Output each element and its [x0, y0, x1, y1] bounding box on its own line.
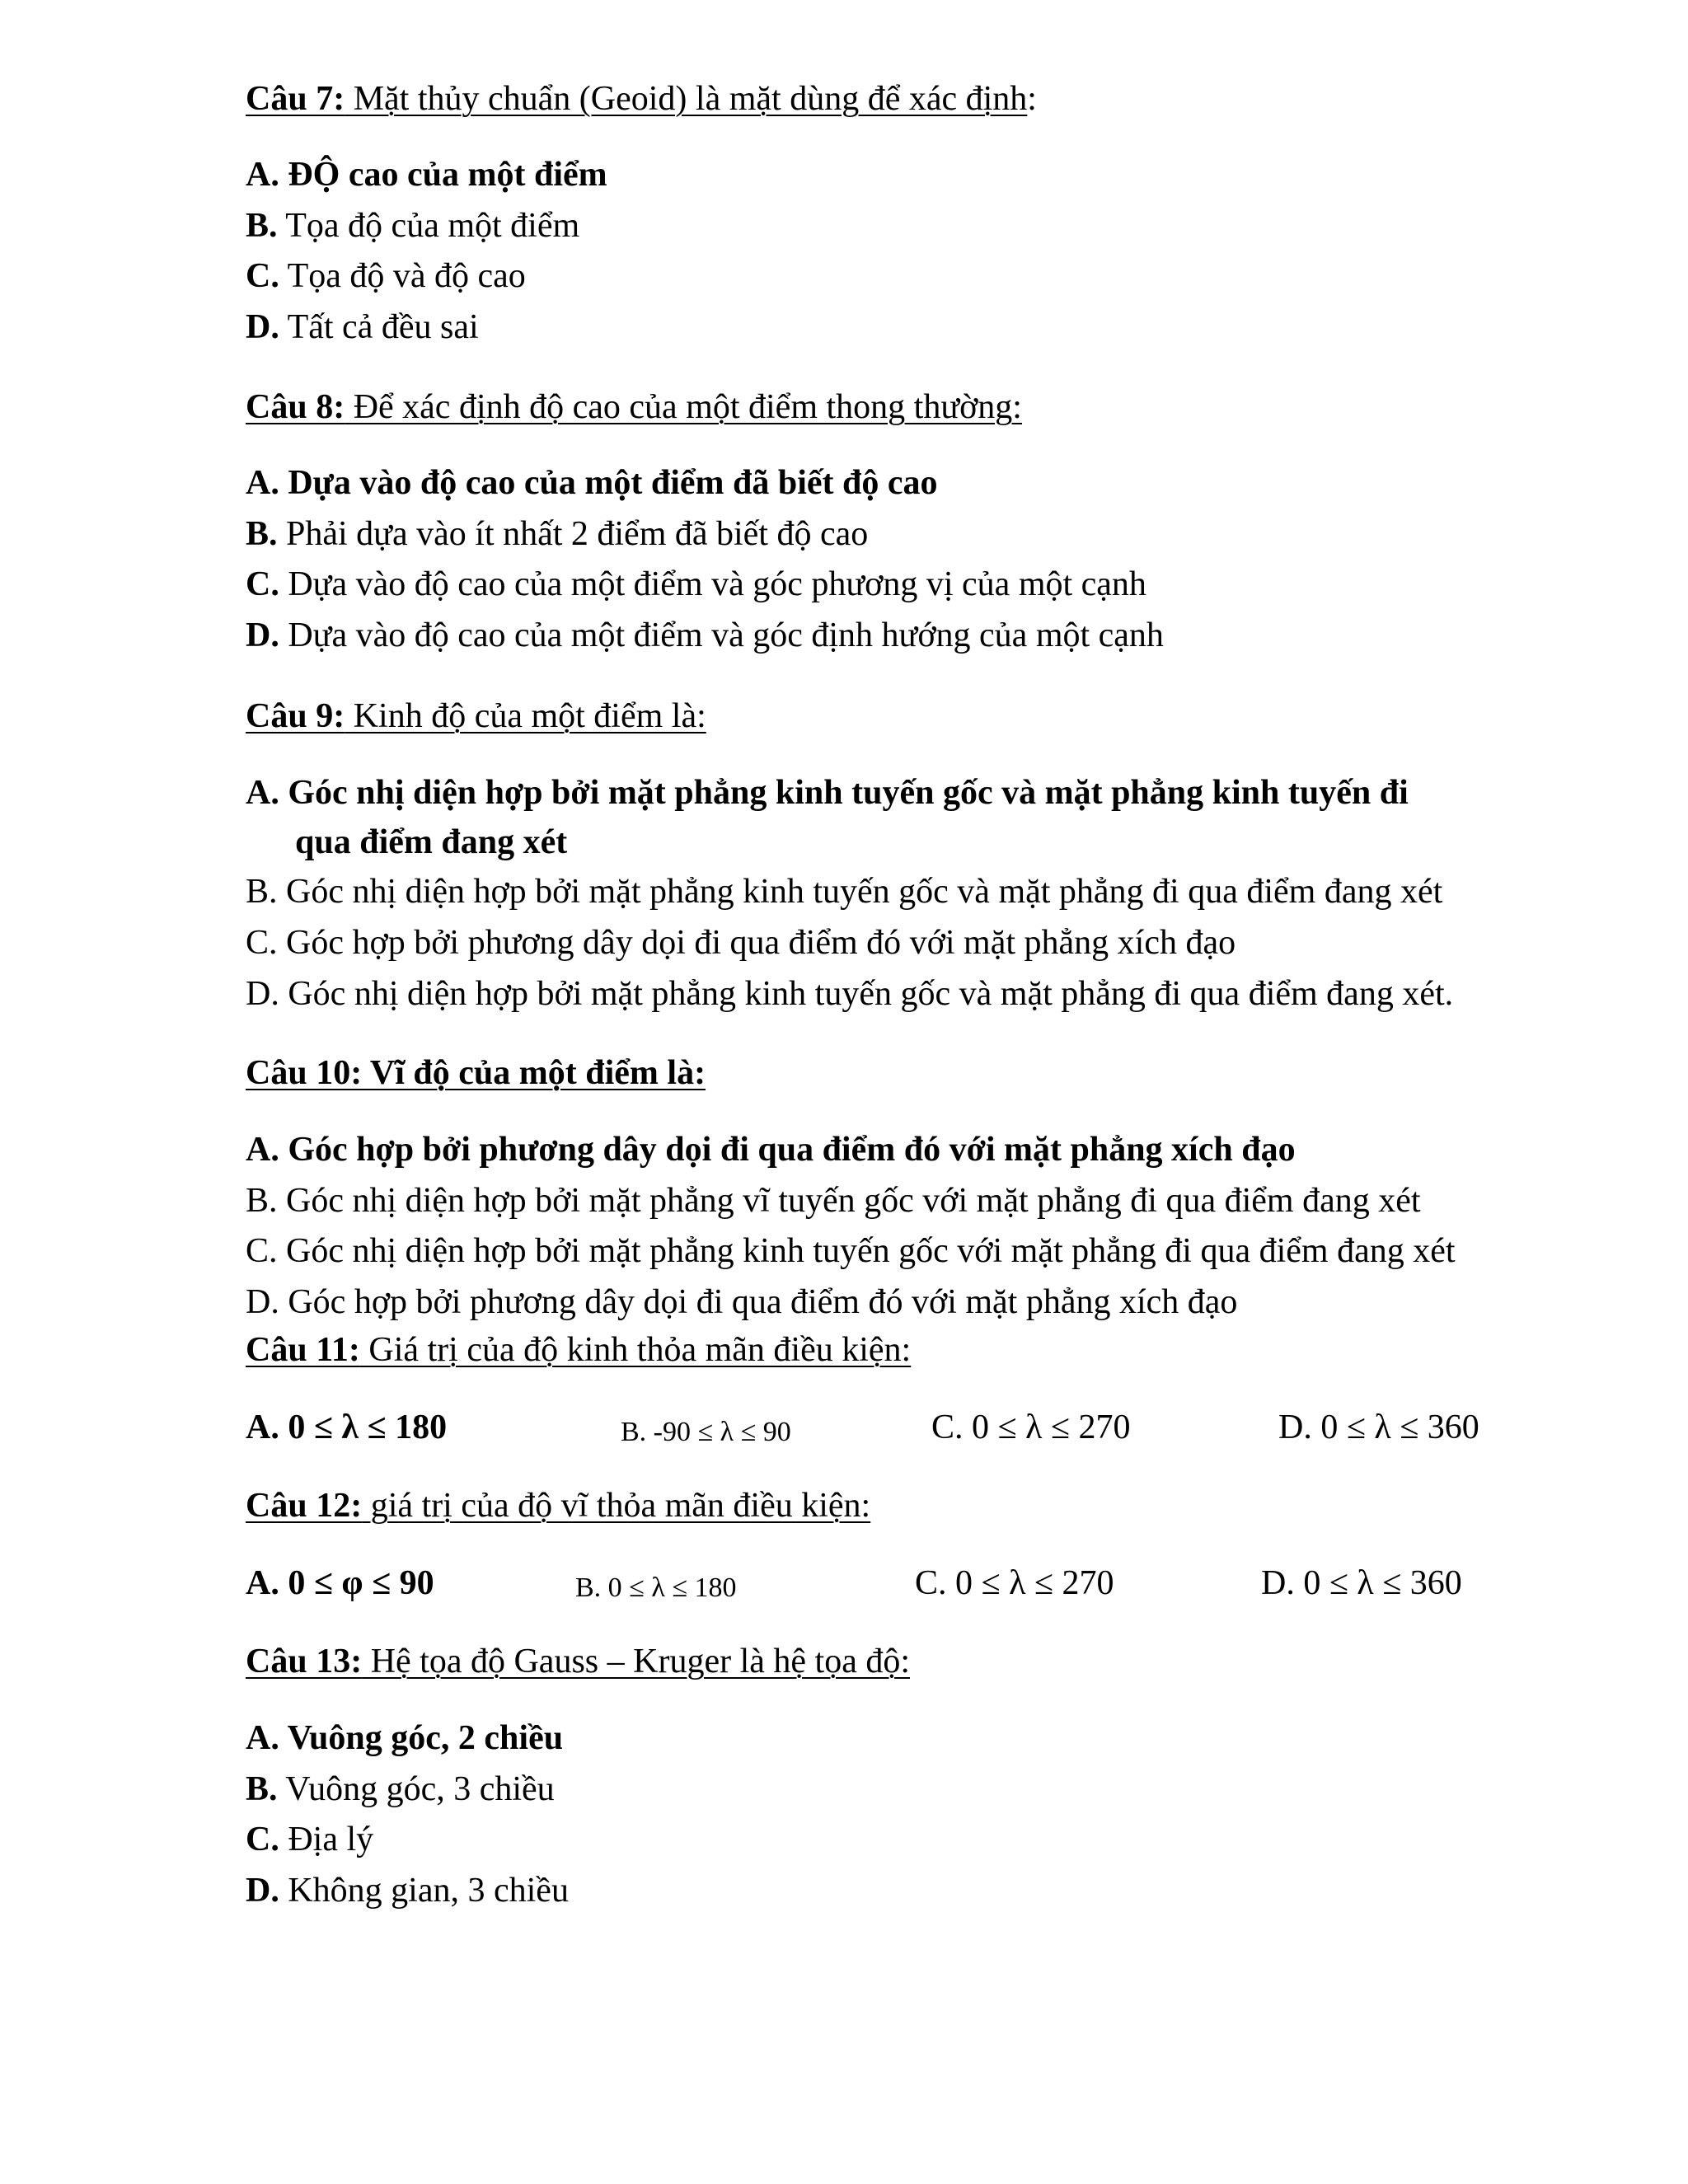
option-text: Tất cả đều sai [279, 308, 479, 346]
option-letter: A. [246, 1131, 279, 1169]
option-letter: D. [246, 308, 279, 346]
option-letter: D. [246, 616, 279, 654]
question-12-heading [246, 1484, 870, 1527]
question-12-option-d: D. 0 ≤ λ ≤ 360 [1261, 1564, 1462, 1602]
question-9-option-b [246, 870, 1442, 913]
question-10-heading [246, 1052, 706, 1094]
question-10-option-c [246, 1230, 1456, 1272]
question-13-option-b [246, 1768, 555, 1811]
question-13-option-c [246, 1818, 373, 1861]
option-letter: D. [246, 1283, 279, 1321]
question-12-text: giá trị của độ vĩ thỏa mãn điều kiện: [362, 1487, 871, 1525]
option-text: Tọa độ và độ cao [279, 257, 526, 295]
question-13-text: Hệ tọa độ Gauss – Kruger là hệ tọa độ: [362, 1643, 911, 1680]
option-text: Vuông góc, 2 chiều [279, 1719, 564, 1757]
option-letter: D. [246, 1872, 279, 1910]
question-13-heading [246, 1640, 910, 1683]
option-text: Góc nhị diện hợp bởi mặt phẳng kinh tuyến gốc và mặt phẳng đi qua điểm đang xét [277, 873, 1443, 911]
question-7-heading [246, 77, 1037, 120]
question-11-text: Giá trị của độ kinh thỏa mãn điều kiện: [359, 1331, 912, 1369]
option-text: Không gian, 3 chiều [279, 1872, 569, 1910]
question-11-label: Câu 11: [246, 1331, 360, 1369]
option-text: Góc nhị diện hợp bởi mặt phẳng vĩ tuyến gốc với mặt phẳng đi qua điểm đang xét [277, 1182, 1421, 1220]
option-letter: C. [246, 924, 278, 962]
question-9-heading [246, 695, 706, 738]
question-7-option-c [246, 255, 526, 298]
question-13-option-a [246, 1717, 563, 1760]
question-10-label: Câu 10: Vĩ độ của một điểm là: [246, 1054, 706, 1092]
option-text: Góc nhị diện hợp bởi mặt phẳng kinh tuyến gốc và mặt phẳng đi qua điểm đang xét. [279, 975, 1454, 1013]
option-letter: B. [246, 1770, 278, 1808]
option-letter: D. [246, 975, 279, 1013]
question-11-heading [246, 1329, 911, 1371]
question-9-text: Kinh độ của một điểm là: [345, 697, 706, 735]
question-9-option-c [246, 921, 1236, 964]
question-8-heading [246, 386, 1022, 429]
question-12-option-a: A. 0 ≤ φ ≤ 90 [246, 1564, 434, 1602]
question-10-option-a [246, 1128, 1296, 1171]
question-8-text: Để xác định độ cao của một điểm thong thường: [345, 388, 1022, 426]
question-13-label: Câu 13: [246, 1643, 363, 1680]
option-text: Góc hợp bởi phương dây dọi đi qua điểm đó với mặt phẳng xích đạo [279, 1131, 1296, 1169]
question-7-suffix: : [1027, 80, 1037, 118]
option-text: Dựa vào độ cao của một điểm và góc định hướng của một cạnh [279, 616, 1164, 654]
option-letter: B. [246, 1182, 278, 1220]
option-text: Vuông góc, 3 chiều [277, 1770, 555, 1808]
option-letter: C. [246, 565, 279, 603]
question-8-label: Câu 8: [246, 388, 345, 426]
question-9-label: Câu 9: [246, 697, 345, 735]
option-letter: C. [246, 1232, 278, 1270]
option-text: Dựa vào độ cao của một điểm đã biết độ cao [279, 464, 938, 502]
option-letter: A. [246, 464, 279, 502]
question-7-option-a [246, 153, 607, 196]
option-text: ĐỘ cao của một điểm [279, 156, 607, 194]
question-8-option-d [246, 614, 1164, 657]
question-7-option-d [246, 306, 479, 349]
option-text: Góc hợp bởi phương dây dọi đi qua điểm đó với mặt phẳng xích đạo [277, 924, 1236, 962]
question-12-option-c: C. 0 ≤ λ ≤ 270 [915, 1564, 1114, 1602]
question-8-option-a [246, 462, 938, 504]
question-11-option-d: D. 0 ≤ λ ≤ 360 [1278, 1408, 1479, 1446]
question-9-option-a [246, 771, 1409, 814]
option-text: Phải dựa vào ít nhất 2 điểm đã biết độ cao [277, 515, 869, 553]
option-text: Tọa độ của một điểm [277, 207, 580, 245]
question-13-option-d [246, 1869, 569, 1912]
option-letter: B. [246, 515, 278, 553]
question-9-option-d [246, 972, 1453, 1015]
option-text: Dựa vào độ cao của một điểm và góc phương vị của một cạnh [279, 565, 1146, 603]
question-7-option-b [246, 204, 579, 247]
question-11-option-c: C. 0 ≤ λ ≤ 270 [931, 1408, 1131, 1446]
question-12-label: Câu 12: [246, 1487, 363, 1525]
option-letter: A. [246, 1719, 279, 1757]
option-letter: C. [246, 257, 279, 295]
option-text: Địa lý [279, 1821, 374, 1858]
option-text: Góc hợp bởi phương dây dọi đi qua điểm đó với mặt phẳng xích đạo [279, 1283, 1238, 1321]
question-11-option-a: A. 0 ≤ λ ≤ 180 [246, 1408, 448, 1446]
option-text: Góc nhị diện hợp bởi mặt phẳng kinh tuyến gốc và mặt phẳng kinh tuyến đi [279, 774, 1409, 812]
option-text: Góc nhị diện hợp bởi mặt phẳng kinh tuyến gốc với mặt phẳng đi qua điểm đang xét [277, 1232, 1456, 1270]
option-letter: A. [246, 156, 279, 194]
question-8-option-c [246, 563, 1146, 606]
question-9-option-a-continuation [295, 821, 567, 864]
option-letter: B. [246, 207, 278, 245]
option-letter: B. [246, 873, 278, 911]
question-10-option-b [246, 1179, 1421, 1222]
question-7-text: Mặt thủy chuẩn (Geoid) là mặt dùng để xác định [345, 80, 1028, 118]
option-text: qua điểm đang xét [295, 823, 568, 861]
question-8-option-b [246, 513, 868, 555]
question-11-option-b: B. -90 ≤ λ ≤ 90 [621, 1417, 791, 1447]
question-7-label: Câu 7: [246, 80, 345, 118]
option-letter: C. [246, 1821, 279, 1858]
option-letter: A. [246, 774, 279, 812]
question-10-option-d [246, 1281, 1237, 1324]
question-12-option-b: B. 0 ≤ λ ≤ 180 [575, 1572, 737, 1603]
